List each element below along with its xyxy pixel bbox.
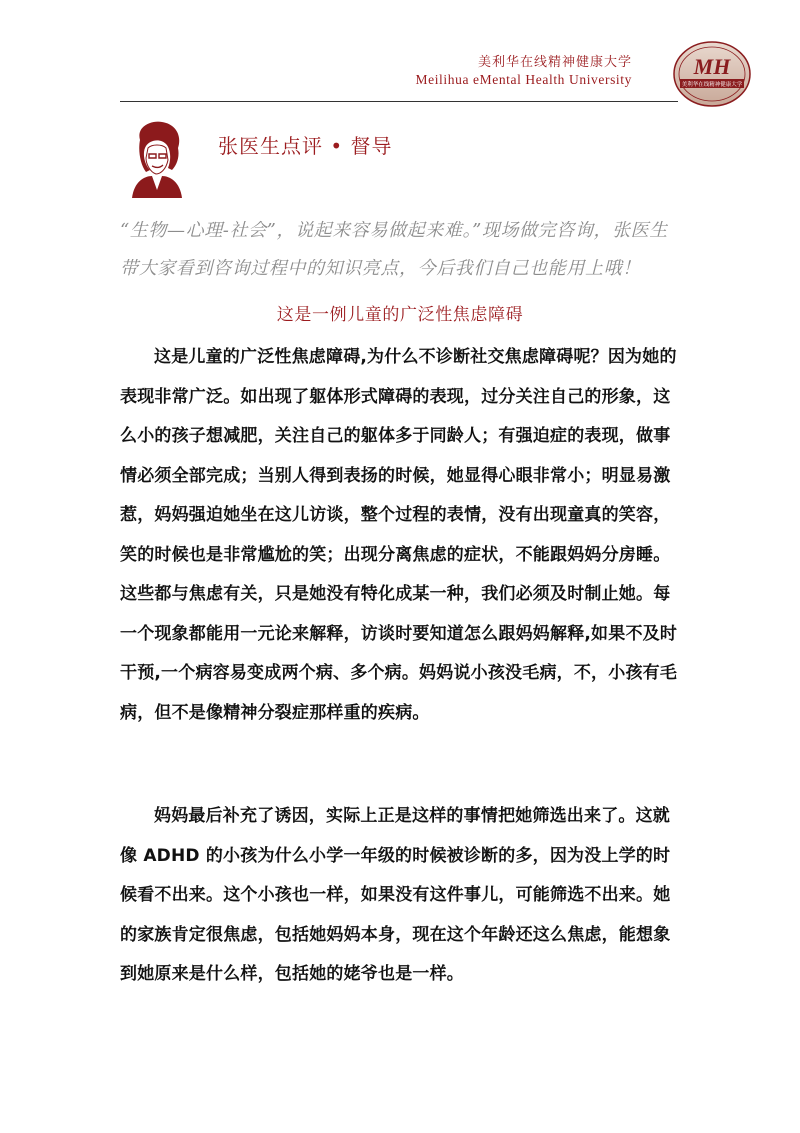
university-name-en: Meilihua eMental Health University <box>415 72 632 87</box>
logo-mark: MH <box>693 54 731 79</box>
university-name-cn: 美利华在线精神健康大学 <box>477 55 632 70</box>
logo-subtitle: 美利华在线精神健康大学 <box>681 82 743 88</box>
case-title: 这是一例儿童的广泛性焦虑障碍 <box>276 305 524 325</box>
doctor-portrait <box>122 118 188 198</box>
university-logo <box>672 40 752 108</box>
commentary-paragraph-2: 妈妈最后补充了诱因，实际上正是这样的事情把她筛选出来了。这就像 ADHD 的小孩为什么小学一年级的时候被诊断的多，因为没上学的时候看不出来。这个小孩也一样，如果没有这件事儿，可能筛选不出来。她的家族肯定很焦虑，包括她妈妈本身，现在这个年龄还这么焦虑，能想象到她原来是什么样，包括她的姥爷也是一样。 <box>120 806 671 984</box>
intro-quote: “生物—心理-社会”，说起来容易做起来难。”现场做完咨询，张医生带大家看到咨询过程中的知识亮点，今后我们自己也能用上哦！ <box>120 220 668 279</box>
header-divider <box>120 101 678 102</box>
section-title: 张医生点评 • 督导 <box>218 134 393 158</box>
commentary-paragraph-1: 这是儿童的广泛性焦虑障碍,为什么不诊断社交焦虑障碍呢？因为她的表现非常广泛。如出现了躯体形式障碍的表现，过分关注自己的形象，这么小的孩子想减肥，关注自己的躯体多于同龄人；有强迫症的表现，做事情必须全部完成；当别人得到表扬的时候，她显得心眼非常小；明显易激惹，妈妈强迫她坐在这儿访谈，整个过程的表情，没有出现童真的笑容，笑的时候也是非常尴尬的笑；出现分离焦虑的症状，不能跟妈妈分房睡。这些都与焦虑有关，只是她没有特化成某一种，我们必须及时制止她。每一个现象都能用一元论来解释，访谈时要知道怎么跟妈妈解释,如果不及时干预,一个病容易变成两个病、多个病。妈妈说小孩没毛病，不，小孩有毛病，但不是像精神分裂症那样重的疾病。 <box>120 347 678 723</box>
